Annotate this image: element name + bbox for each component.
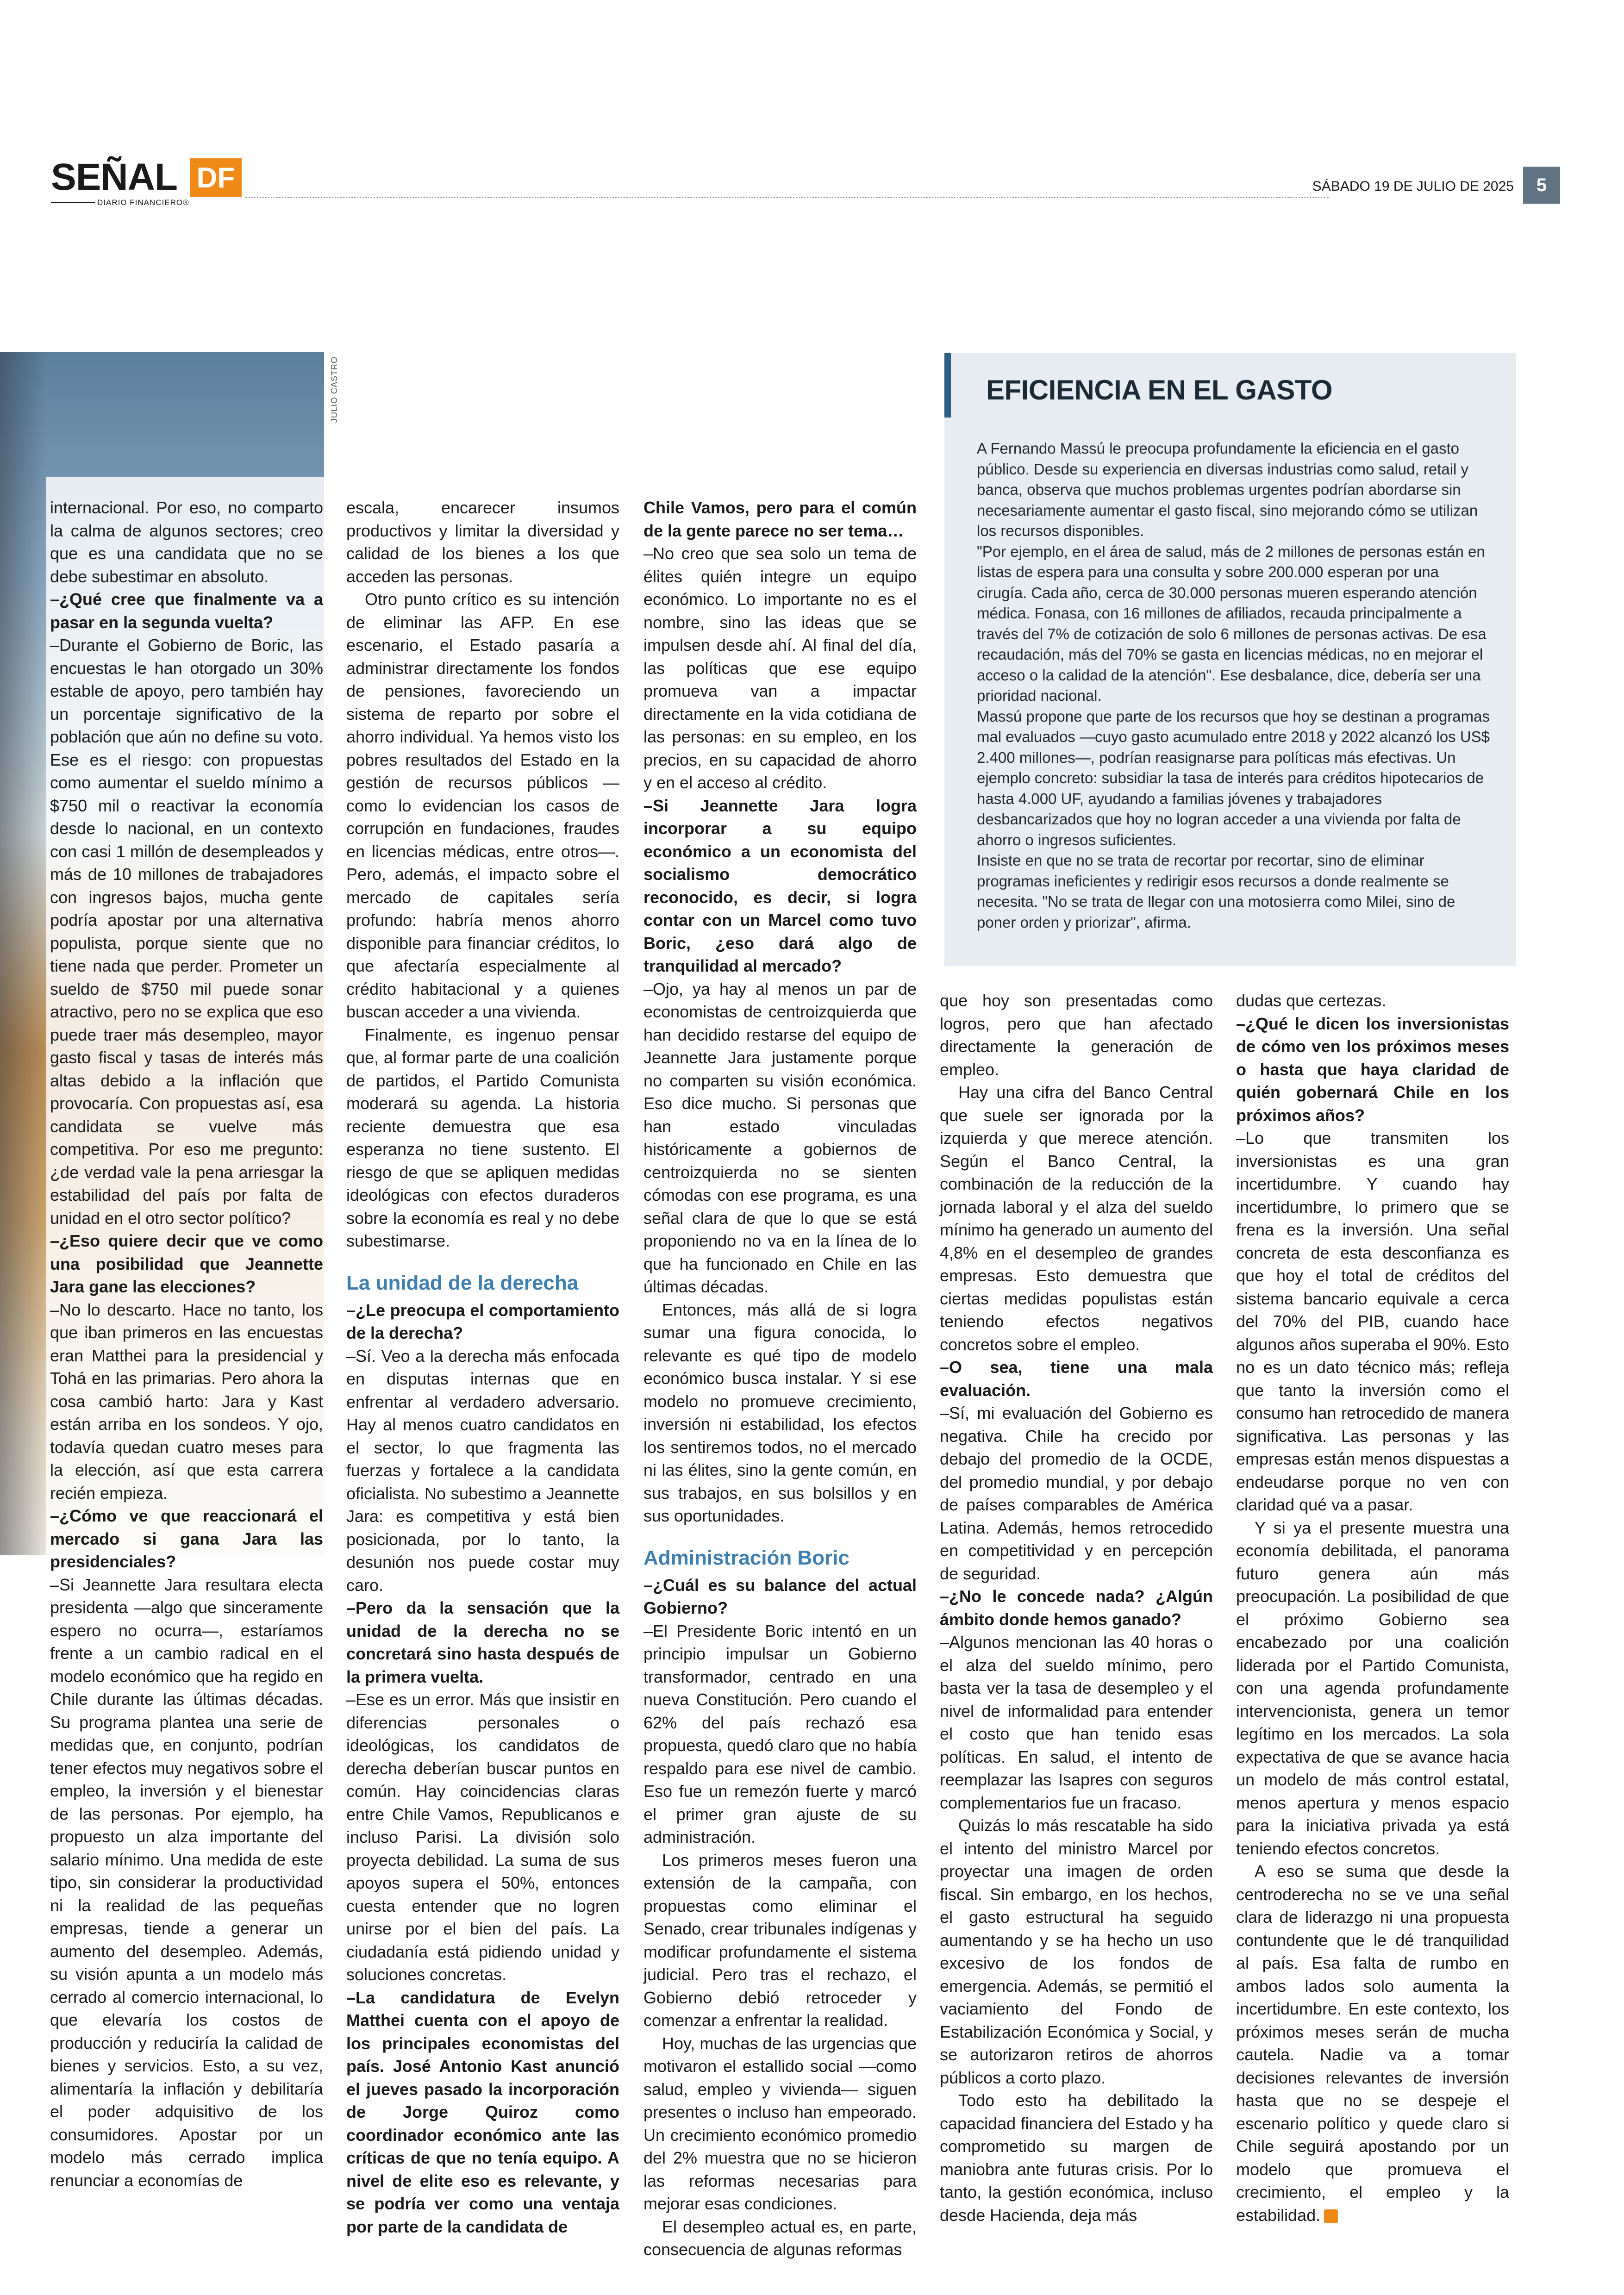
masthead bbox=[51, 156, 1547, 207]
brand-subtitle: DIARIO FINANCIERO® bbox=[97, 198, 189, 207]
question: –¿Qué le dicen los inversionistas de cómo ven los próximos meses o hasta que haya claridad de quién gobernará Chile en los próximos años? bbox=[1236, 1014, 1509, 1125]
paragraph: Entonces, más allá de si logra sumar una figura conocida, lo relevante es qué tipo de modelo económico busca instalar. Y si ese modelo no promueve crecimiento, inversión ni estabilidad, los efectos los sentiremos todos, no el mercado ni las élites, sino la gente común, en sus trabajos, en sus bolsillos y en sus oportunidades. bbox=[643, 1300, 917, 1525]
photo-credit: JULIO CASTRO bbox=[330, 356, 339, 423]
answer: –Durante el Gobierno de Boric, las encuestas le han otorgado un 30% estable de apoyo, pero también hay un porcentaje significativo de la población que aún no define su voto. Ese es el riesgo: con propuestas como aumentar el sueldo mínimo a $750 mil o reactivar la economía desde lo nacional, en un contexto con casi 1 millón de desempleados y más de 10 millones de trabajadores con ingresos bajos, mucha gente podría apostar por una alternativa populista, porque siente que no tiene nada que perder. Prometer un sueldo de $750 mil puede sonar atractivo, pero no se explica que eso puede traer más desempleo, mayor gasto fiscal y tasas de interés más altas debido a la inflación que provocaría. Con propuestas así, esa candidata se vuelve más competitiva. Por eso me pregunto: ¿de verdad vale la pena arriesgar la estabilidad del país por falta de unidad en el otro sector político? bbox=[50, 636, 323, 1228]
header-divider bbox=[245, 197, 1329, 198]
question: –¿Cuál es su balance del actual Gobierno? bbox=[643, 1575, 917, 1617]
paragraph: Finalmente, es ingenuo pensar que, al formar parte de una coalición de partidos, el Partido Comunista moderará su agenda. La historia reciente demuestra que esa esperanza no tiene sustento. El riesgo de que se apliquen medidas ideológicas con efectos duraderos sobre la economía es real y no debe subestimarse. bbox=[346, 1025, 619, 1250]
answer: –No lo descarto. Hace no tanto, los que iban primeros en las encuestas eran Matthei para la presidencial y Tohá en las primarias. Pero ahora la cosa cambió harto: Jara y Kast están arriba en los sondeos. Y ojo, todavía quedan cuatro meses para la elección, así que esta carrera recién empieza. bbox=[50, 1300, 323, 1503]
paragraph: internacional. Por eso, no comparto la calma de algunos sectores; creo que es una candidata que no se debe subestimar en absoluto. bbox=[50, 498, 323, 586]
answer: –Lo que transmiten los inversionistas es una gran incertidumbre. Y cuando hay incertidumbre, lo primero que se frena es la inversión. Una señal concreta de esta desconfianza es que hoy el total de créditos del sistema bancario equivale a cerca del 70% del PIB, cuando hace algunos años superaba el 90%. Esto no es un dato técnico más; refleja que tanto la inversión como el consumo han retrocedido de manera significativa. Las personas y las empresas están menos dispuestas a endeudarse porque no ven con claridad qué va a pasar. bbox=[1236, 1129, 1509, 1514]
paragraph: Los primeros meses fueron una extensión de la campaña, con propuestas como eliminar el Senado, crear tribunales indígenas y modificar profundamente el sistema judicial. Pero tras el rechazo, el Gobierno debió retroceder y comenzar a enfrentar la realidad. bbox=[643, 1850, 917, 2030]
article-column-5 bbox=[1236, 989, 1509, 2226]
issue-date: SÁBADO 19 DE JULIO DE 2025 bbox=[1312, 179, 1514, 194]
paragraph: Hoy, muchas de las urgencias que motivaron el estallido social —como salud, empleo y vivienda— siguen presentes o incluso han empeorado. Un crecimiento económico promedio del 2% muestra que no se hicieron las reformas necesarias para mejorar esas condiciones. bbox=[643, 2033, 917, 2213]
page-number: 5 bbox=[1523, 167, 1560, 204]
paragraph: Y si ya el presente muestra una economía debilitada, el panorama futuro genera aún más preocupación. La posibilidad de que el próximo Gobierno sea encabezado por una coalición liderada por el Partido Comunista, con una agenda profundamente intervencionista, genera un temor legítimo en los mercados. La sola expectativa de que se avance hacia un modelo de más control estatal, menos apertura y menos espacio para la iniciativa privada ya está teniendo efectos concretos. bbox=[1236, 1518, 1509, 1858]
question: –Si Jeannette Jara logra incorporar a su equipo económico a un economista del socialismo democrático reconocido, es decir, si logra contar con un Marcel como tuvo Boric, ¿eso dará algo de tranquilidad al mercado? bbox=[643, 796, 917, 975]
article-column-3 bbox=[643, 496, 917, 2261]
answer: –No creo que sea solo un tema de élites quién integre un equipo económico. Lo importante no es el nombre, sino las ideas que se impulsen desde ahí. Al final del día, las políticas que ese equipo promueva van a impactar directamente en la vida cotidiana de las personas: en su empleo, en los precios, en su capacidad de ahorro y en el acceso al crédito. bbox=[643, 544, 917, 792]
paragraph: Quizás lo más rescatable ha sido el intento del ministro Marcel por proyectar una imagen de orden fiscal. Sin embargo, en los hechos, el gasto estructural ha seguido aumentando y se ha hecho un uso excesivo de los fondos de emergencia. Además, se permitió el vaciamiento del Fondo de Estabilización Económica y Social, y se autorizaron retiros de ahorros públicos a corto plazo. bbox=[940, 1816, 1213, 2087]
sidebar-paragraph: A Fernando Massú le preocupa profundamente la eficiencia en el gasto público. Desde su experiencia en diversas industrias como salud, retail y banca, observa que muchos problemas urgentes podrían abordarse sin necesariamente aumentar el gasto fiscal, sino mejorando cómo se utilizan los recursos disponibles. bbox=[977, 440, 1478, 539]
question: –O sea, tiene una mala evaluación. bbox=[940, 1358, 1213, 1400]
answer: –Ese es un error. Más que insistir en diferencias personales o ideológicas, los candidatos de derecha deberían buscar puntos en común. Hay coincidencias claras entre Chile Vamos, Republicanos e incluso Parisi. La división solo proyecta debilidad. La suma de sus apoyos supera el 50%, entonces cuesta entender que no logren unirse por el bien del país. La ciudadanía está pidiendo unidad y soluciones concretas. bbox=[346, 1690, 619, 1984]
answer: –El Presidente Boric intentó en un principio impulsar un Gobierno transformador, centrado en una nueva Constitución. Pero cuando el 62% del país rechazó esa propuesta, quedó claro que no había respaldo para ese nivel de cambio. Eso fue un remezón fuerte y marcó el primer gran ajuste de su administración. bbox=[643, 1621, 917, 1846]
section-heading-boric: Administración Boric bbox=[643, 1546, 849, 1569]
brand-wordmark: SEÑAL bbox=[51, 156, 177, 198]
sidebar-paragraph: "Por ejemplo, en el área de salud, más de 2 millones de personas están en listas de espera para una consulta y sobre 200.000 esperan por una cirugía. Cada año, cerca de 30.000 personas mueren esperando atención médica. Fonasa, con 16 millones de afiliados, recauda principalmente a través del 7% de cotización de solo 6 millones de personas activas. De esa recaudación, más del 70% se gasta en licencias médicas, no en mejorar el acceso o la calidad de la atención". Ese desbalance, dice, debería ser una prioridad nacional. bbox=[977, 543, 1487, 704]
photo-shadow bbox=[0, 352, 46, 1555]
sidebar-title: EFICIENCIA EN EL GASTO bbox=[986, 374, 1332, 405]
question: Chile Vamos, pero para el común de la gente parece no ser tema… bbox=[643, 498, 917, 540]
paragraph: dudas que certezas. bbox=[1236, 991, 1387, 1010]
brand-underline bbox=[51, 202, 95, 203]
sidebar-accent-bar bbox=[944, 353, 951, 418]
paragraph: que hoy son presentadas como logros, pero que han afectado directamente la generación de empleo. bbox=[940, 991, 1213, 1079]
question: –La candidatura de Evelyn Matthei cuenta con el apoyo de los principales economistas del país. José Antonio Kast anunció el jueves pasado la incorporación de Jorge Quiroz como coordinador económico ante las críticas de que no tenía equipo. A nivel de elite eso es relevante, y se podría ver como una ventaja por parte de la candidata de bbox=[346, 1988, 619, 2236]
answer: –Algunos mencionan las 40 horas o el alza del sueldo mínimo, pero basta ver la tasa de desempleo y el nivel de informalidad para entender el costo que han tenido esas políticas. En salud, el intento de reemplazar las Isapres con seguros complementarios fue un fracaso. bbox=[940, 1633, 1213, 1812]
paragraph: escala, encarecer insumos productivos y limitar la diversidad y calidad de los bienes a los que acceden las personas. bbox=[346, 498, 619, 586]
question: –¿Qué cree que finalmente va a pasar en la segunda vuelta? bbox=[50, 590, 323, 632]
question: –Pero da la sensación que la unidad de la derecha no se concretará sino hasta después de la primera vuelta. bbox=[346, 1598, 619, 1686]
sidebar-box bbox=[944, 353, 1516, 966]
question: –¿Cómo ve que reaccionará el mercado si gana Jara las presidenciales? bbox=[50, 1506, 323, 1571]
question: –¿Le preocupa el comportamiento de la derecha? bbox=[346, 1300, 619, 1342]
paragraph: Todo esto ha debilitado la capacidad financiera del Estado y ha comprometido su margen de maniobra ante futuras crisis. Por lo tanto, la gestión económica, incluso desde Hacienda, deja más bbox=[940, 2091, 1213, 2225]
article-column-2 bbox=[346, 496, 619, 2238]
paragraph: Otro punto crítico es su intención de eliminar las AFP. En ese escenario, el Estado pasaría a administrar directamente los fondos de pensiones, favoreciendo un sistema de reparto por sobre el ahorro individual. Ya hemos visto los pobres resultados del Estado en la gestión de recursos públicos —como lo evidencian los casos de corrupción en fundaciones, fraudes en licencias médicas, entre otros—. Pero, además, el impacto sobre el mercado de capitales sería profundo: habría menos ahorro disponible para financiar créditos, lo que afectaría especialmente al crédito habitacional y a quienes buscan acceder a una vivienda. bbox=[346, 590, 619, 1021]
sidebar-paragraph: Massú propone que parte de los recursos que hoy se destinan a programas mal evaluados —cuyo gasto acumulado entre 2018 y 2022 alcanzó los US$ 2.400 millones—, podrían reasignarse para políticas más efectivas. Un ejemplo concreto: subsidiar la tasa de interés para créditos hipotecarios de hasta 4.000 UF, ayudando a familias jóvenes y trabajadores desbancarizados que hoy no logran acceder a una vivienda por falta de ahorro o ingresos suficientes. bbox=[977, 707, 1490, 848]
end-of-article-icon bbox=[1324, 2209, 1338, 2223]
question: –¿Eso quiere decir que ve como una posibilidad que Jeannette Jara gane las elecciones? bbox=[50, 1231, 323, 1296]
brand-logo-box: DF bbox=[190, 158, 242, 197]
closing-paragraph-text: A eso se suma que desde la centroderecha no se ve una señal clara de liderazgo ni una propuesta contundente que le dé tranquilidad al país. Esa falta de rumbo en ambos lados solo aumenta la incertidumbre. En este contexto, los próximos meses serán de mucha cautela. Nadie va a tomar decisiones relevantes de inversión hasta que no se despeje el escenario político y quede claro si Chile seguirá apostando por un modelo que promueva el crecimiento, el empleo y la estabilidad. bbox=[1236, 1862, 1509, 2225]
paragraph bbox=[1236, 1860, 1509, 2226]
sidebar-paragraph: Insiste en que no se trata de recortar por recortar, sino de eliminar programas ineficientes y redirigir esos recursos a donde realmente se necesita. "No se trata de llegar con una motosierra como Milei, sino de poner orden y priorizar", afirma. bbox=[977, 852, 1455, 931]
paragraph: Hay una cifra del Banco Central que suele ser ignorada por la izquierda y que merece atención. Según el Banco Central, la combinación de la reducción de la jornada laboral y el alza del sueldo mínimo ha generado un aumento del 4,8% en el desempleo de grandes empresas. Esto demuestra que ciertas medidas populistas están teniendo efectos negativos concretos sobre el empleo. bbox=[940, 1083, 1213, 1354]
answer: –Ojo, ya hay al menos un par de economistas de centroizquierda que han decidido restarse del equipo de Jeannette Jara justamente porque no comparten su visión económica. Eso dice mucho. Si personas que han estado vinculadas históricamente a gobiernos de centroizquierda no se sienten cómodas con ese programa, es una señal clara de que lo que se está proponiendo no va en la línea de lo que ha funcionado en Chile en las últimas décadas. bbox=[643, 979, 917, 1296]
article-column-4 bbox=[940, 989, 1213, 2226]
sidebar-body bbox=[977, 438, 1491, 933]
question: –¿No le concede nada? ¿Algún ámbito donde hemos ganado? bbox=[940, 1587, 1213, 1629]
answer: –Sí. Veo a la derecha más enfocada en disputas internas que en enfrentar al verdadero adversario. Hay al menos cuatro candidatos en el sector, lo que fragmenta las fuerzas y fortalece a la candidata oficialista. No subestimo a Jeannette Jara: es competitiva y está bien posicionada, por lo tanto, la desunión nos puede costar muy caro. bbox=[346, 1346, 619, 1595]
article-column-1 bbox=[50, 496, 323, 2192]
section-heading-unidad: La unidad de la derecha bbox=[346, 1271, 579, 1294]
answer: –Si Jeannette Jara resultara electa presidenta —algo que sinceramente espero no ocurra—, estaríamos frente a un cambio radical en el modelo económico que ha regido en Chile durante las últimas décadas. Su programa plantea una serie de medidas que, en conjunto, podrían tener efectos muy negativos sobre el empleo, la inversión y el bienestar de las personas. Por ejemplo, ha propuesto un alza importante del salario mínimo. Una medida de este tipo, sin considerar la productividad ni la realidad de las pequeñas empresas, tiende a generar un aumento del desempleo. Además, su visión apunta a un modelo más cerrado al comercio internacional, lo que elevaría los costos de producción y reduciría la calidad de bienes y servicios. Esto, a su vez, alimentaría la inflación y debilitaría el poder adquisitivo de los consumidores. Apostar por un modelo más cerrado implica renunciar a economías de bbox=[50, 1575, 323, 2190]
answer: –Sí, mi evaluación del Gobierno es negativa. Chile ha crecido por debajo del promedio de la OCDE, del promedio mundial, y por debajo de países comparables de América Latina. Además, hemos retrocedido en competitividad y en percepción de seguridad. bbox=[940, 1403, 1213, 1583]
paragraph: El desempleo actual es, en parte, consecuencia de algunas reformas bbox=[643, 2217, 917, 2259]
